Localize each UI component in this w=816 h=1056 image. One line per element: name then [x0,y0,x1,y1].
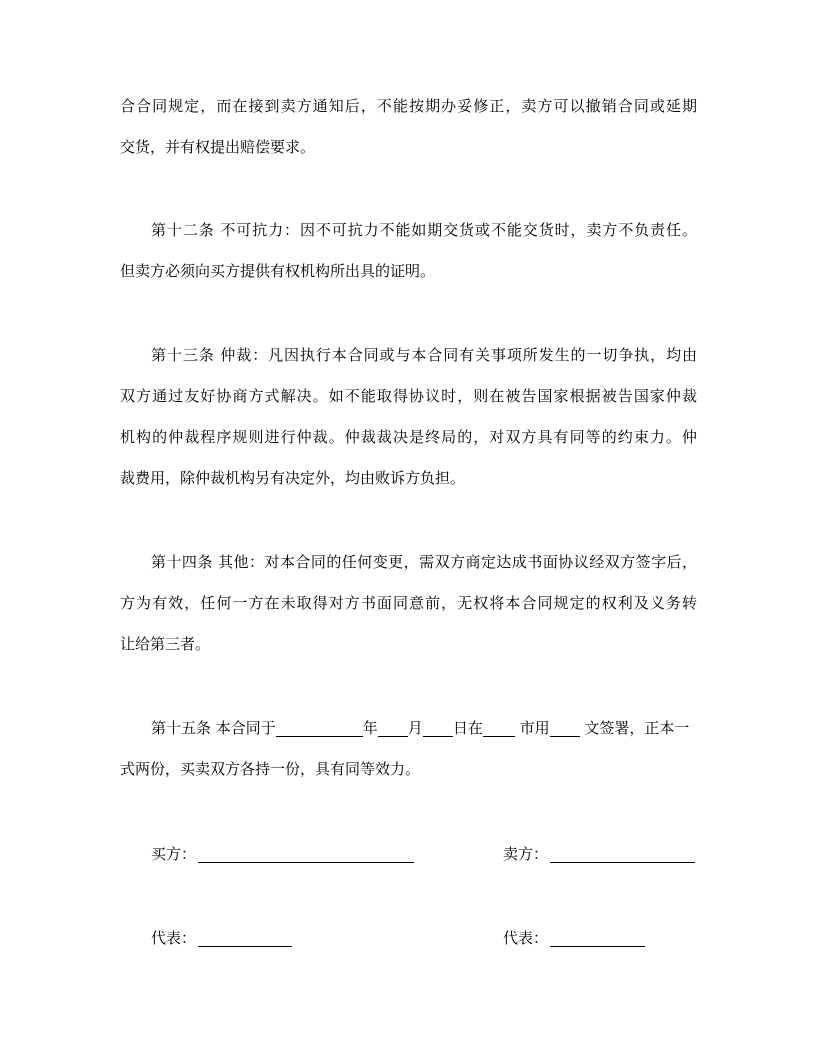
blank-day [423,719,453,737]
buyer-signature [151,842,414,866]
buyer-signature-line [198,845,414,863]
buyer-representative [151,926,292,950]
text-fragment: 文签署，正本一 [579,719,690,737]
text-line: 第十二条 不可抗力：因不可抗力不能如期交货或不能交货时，卖方不负责任。 [151,221,697,239]
text-line: 交货，并有权提出赔偿要求。 [120,138,316,156]
text-line: 双方通过友好协商方式解决。如不能取得协议时，则在被告国家根据被告国家仲裁 [120,387,697,405]
text-line: 但卖方必须向买方提供有权机构所出具的证明。 [120,262,436,280]
article-15 [120,716,697,781]
seller-label: 卖方： [503,845,549,863]
article-13 [120,343,697,490]
blank-city [483,719,515,737]
text-line: 式两份，买卖双方各持一份，具有同等效力。 [120,760,421,778]
buyer-rep-label: 代表： [151,929,197,947]
text-fragment: 日在 [452,719,483,737]
paragraph-continuation [120,94,697,159]
article-14 [120,550,697,656]
text-line: 第十四条 其他：对本合同的任何变更，需双方商定达成书面协议经双方签字后， [151,553,697,571]
blank-year [276,719,363,737]
text-fragment: 第十五条 本合同于 [151,719,276,737]
article-12 [120,218,697,283]
seller-rep-line [550,929,645,947]
text-line: 合合同规定，而在接到卖方通知后，不能按期办妥修正，卖方可以撤销合同或延期 [120,97,697,115]
text-fragment: 月 [407,719,423,737]
seller-signature-line [550,845,695,863]
blank-language [550,719,580,737]
text-fragment: 市用 [514,719,550,737]
blank-month [378,719,408,737]
text-line: 机构的仲裁程序规则进行仲裁。仲裁裁决是终局的，对双方具有同等的约束力。仲 [120,428,697,446]
text-line: 第十三条 仲裁：凡因执行本合同或与本合同有关事项所发生的一切争执，均由 [151,346,697,364]
seller-signature [503,842,695,866]
seller-rep-label: 代表： [503,929,549,947]
buyer-label: 买方： [151,845,197,863]
text-line: 让给第三者。 [120,635,211,653]
text-line: 方为有效，任何一方在未取得对方书面同意前，无权将本合同规定的权利及义务转 [120,594,697,612]
text-line [120,716,697,740]
text-fragment: 年 [362,719,378,737]
seller-representative [503,926,645,950]
buyer-rep-line [198,929,292,947]
text-line: 裁费用，除仲裁机构另有决定外，均由败诉方负担。 [120,469,466,487]
